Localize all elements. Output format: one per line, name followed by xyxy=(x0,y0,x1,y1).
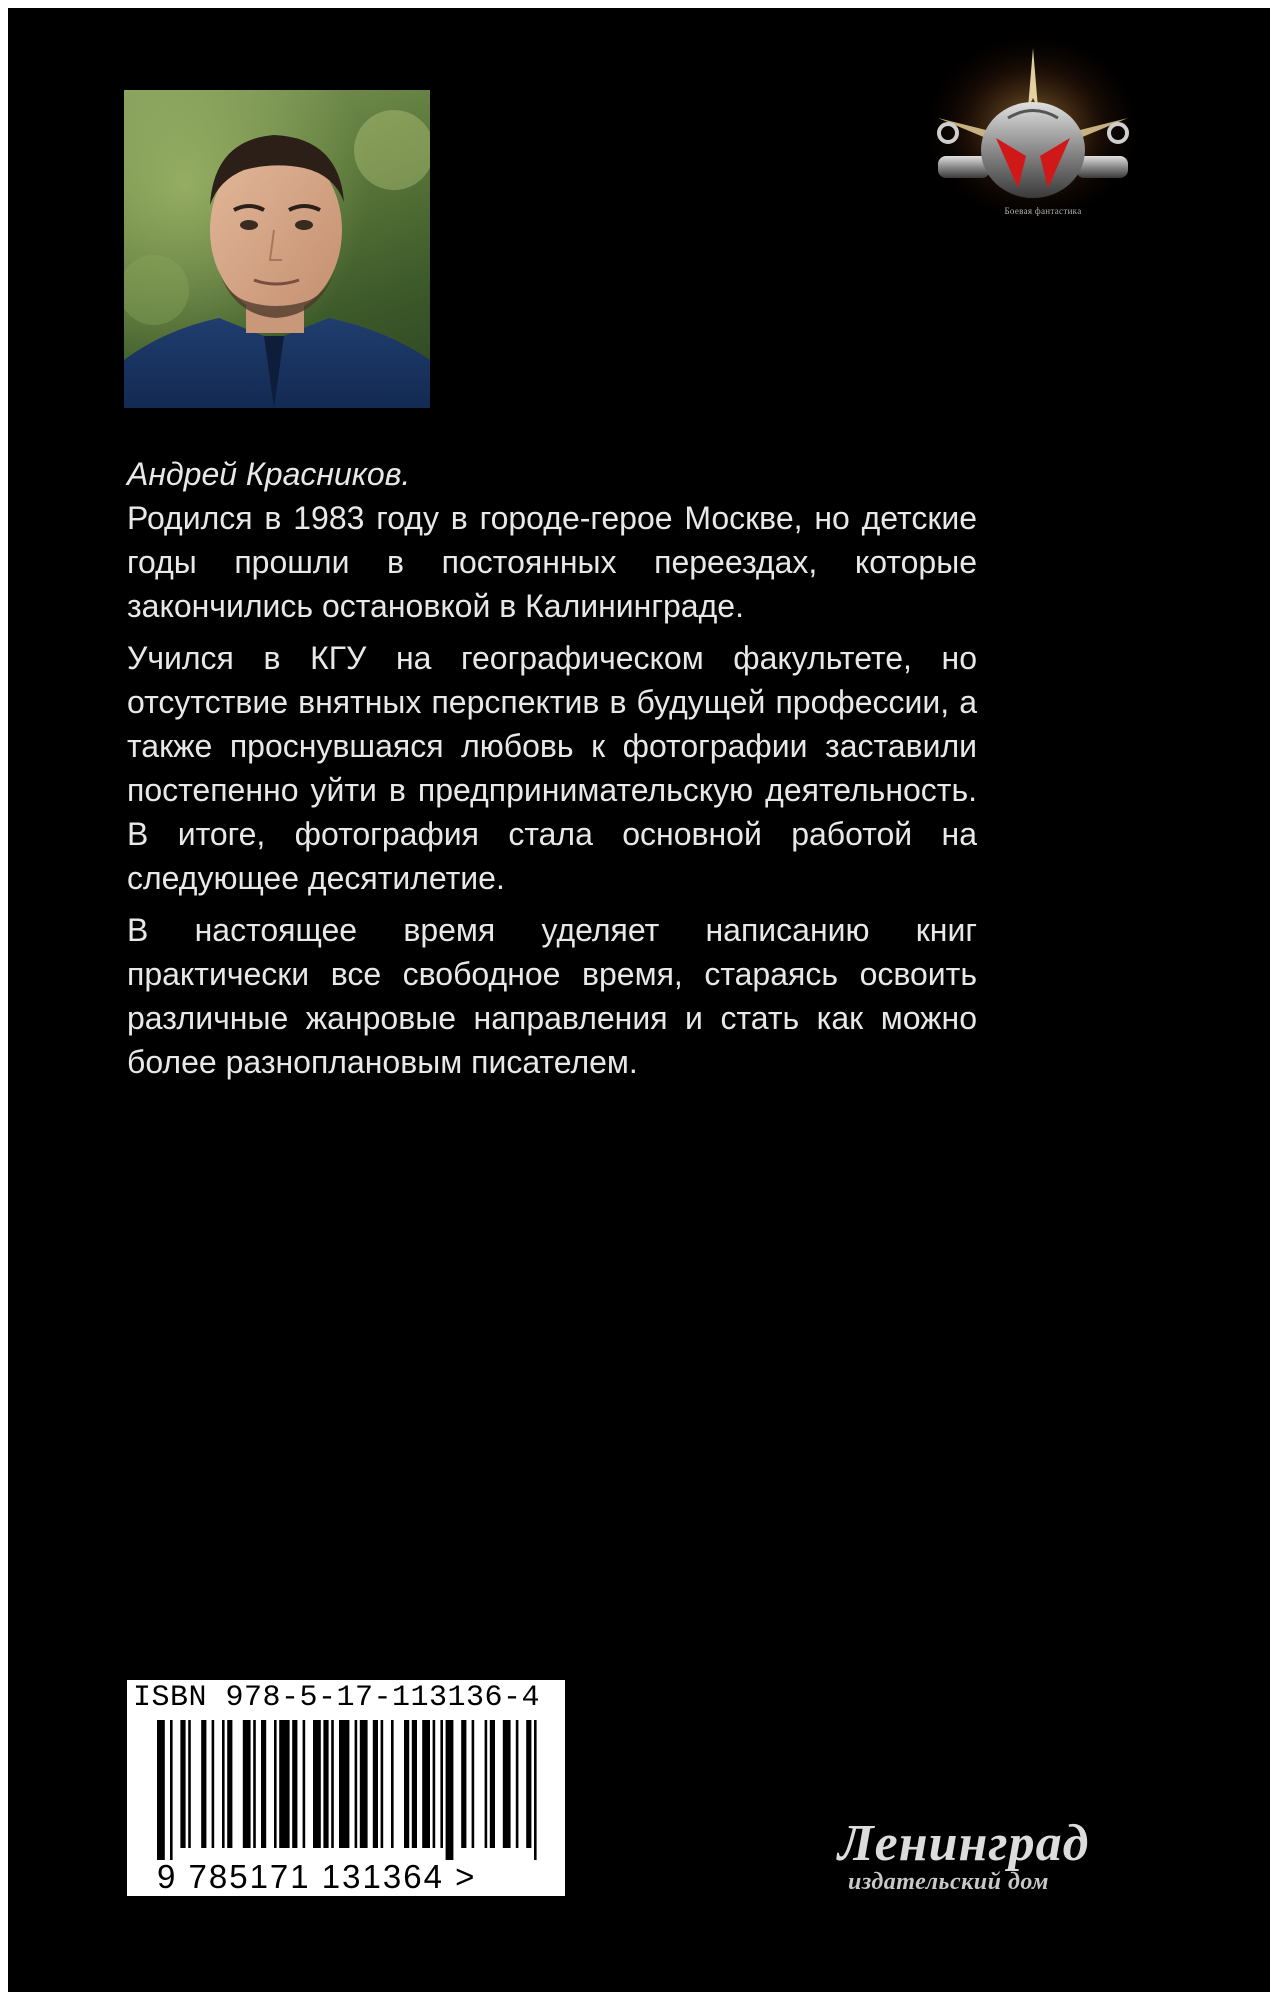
barcode-bar xyxy=(180,1720,185,1848)
barcode-bar xyxy=(222,1720,225,1848)
barcode-bar xyxy=(381,1720,384,1848)
back-cover xyxy=(8,8,1270,1992)
barcode-bar xyxy=(331,1720,334,1848)
barcode-bar xyxy=(485,1720,488,1848)
barcode-bar xyxy=(323,1720,328,1848)
bio-paragraph: Родился в 1983 году в городе-герое Москве, но детские годы прошли в постоянных переездах, которые закончились остановкой в Калининграде. xyxy=(127,500,977,624)
barcode-bar xyxy=(360,1720,368,1848)
barcode-bar xyxy=(303,1720,306,1848)
barcode-bar xyxy=(472,1720,475,1848)
isbn-barcode xyxy=(127,1680,565,1896)
barcode-bar xyxy=(526,1720,531,1848)
barcode-bar xyxy=(446,1720,454,1860)
series-logo-text: Боевая фантастика xyxy=(1004,206,1082,216)
barcode-bar xyxy=(243,1720,251,1848)
barcode-bar xyxy=(412,1720,417,1848)
barcode-bar xyxy=(422,1720,430,1848)
barcode-bar xyxy=(313,1720,321,1848)
barcode-bar xyxy=(170,1720,173,1860)
barcode-bar xyxy=(279,1720,289,1848)
barcode-bar xyxy=(188,1720,191,1848)
barcode-bar xyxy=(503,1720,511,1848)
barcode-bar xyxy=(404,1720,409,1848)
barcode-bar xyxy=(440,1720,443,1848)
barcode-bar xyxy=(292,1720,297,1848)
barcode-bar xyxy=(461,1720,466,1848)
barcode-bar xyxy=(157,1720,165,1860)
barcode-bar xyxy=(227,1720,232,1848)
barcode-bar xyxy=(490,1720,495,1848)
author-photo xyxy=(124,90,430,408)
barcode-bar xyxy=(534,1720,537,1860)
barcode-bar xyxy=(373,1720,378,1848)
author-portrait-illustration xyxy=(124,90,430,408)
isbn-label: ISBN 978-5-17-113136-4 xyxy=(133,1681,541,1715)
barcode-bar xyxy=(253,1720,256,1848)
publisher-subtitle: издательский дом xyxy=(848,1869,1049,1895)
barcode-bar xyxy=(212,1720,215,1848)
barcode-bar xyxy=(339,1720,349,1848)
barcode-bar xyxy=(261,1720,266,1848)
barcode-bar xyxy=(433,1720,436,1848)
barcode-bars xyxy=(127,1720,565,1860)
author-name: Андрей Красников. xyxy=(127,456,411,492)
publisher-name: Ленинград xyxy=(838,1815,1090,1872)
bio-paragraph: В настоящее время уделяет написанию книг практически все свободное время, стараясь освоить различные жанровые направления и стать как можно более разноплановым писателем. xyxy=(127,912,977,1080)
barcode-bar xyxy=(355,1720,358,1848)
author-bio-block xyxy=(127,452,977,1092)
barcode-bar xyxy=(391,1720,394,1848)
series-logo xyxy=(918,38,1148,238)
barcode-digits: 9 785171 131364 > xyxy=(157,1858,477,1895)
barcode-bar xyxy=(201,1720,206,1848)
bio-paragraph: Учился в КГУ на географическом факультете, но отсутствие внятных перспектив в будущей профессии, а также проснувшаяся любовь к фотографии заставили постепенно уйти в предпринимательскую деятельность. В итоге, фотография стала основной работой на следующее десятилетие. xyxy=(127,640,977,896)
barcode-bar xyxy=(274,1720,277,1848)
publisher-logo xyxy=(838,1816,1158,1916)
barcode-bar xyxy=(516,1720,519,1848)
